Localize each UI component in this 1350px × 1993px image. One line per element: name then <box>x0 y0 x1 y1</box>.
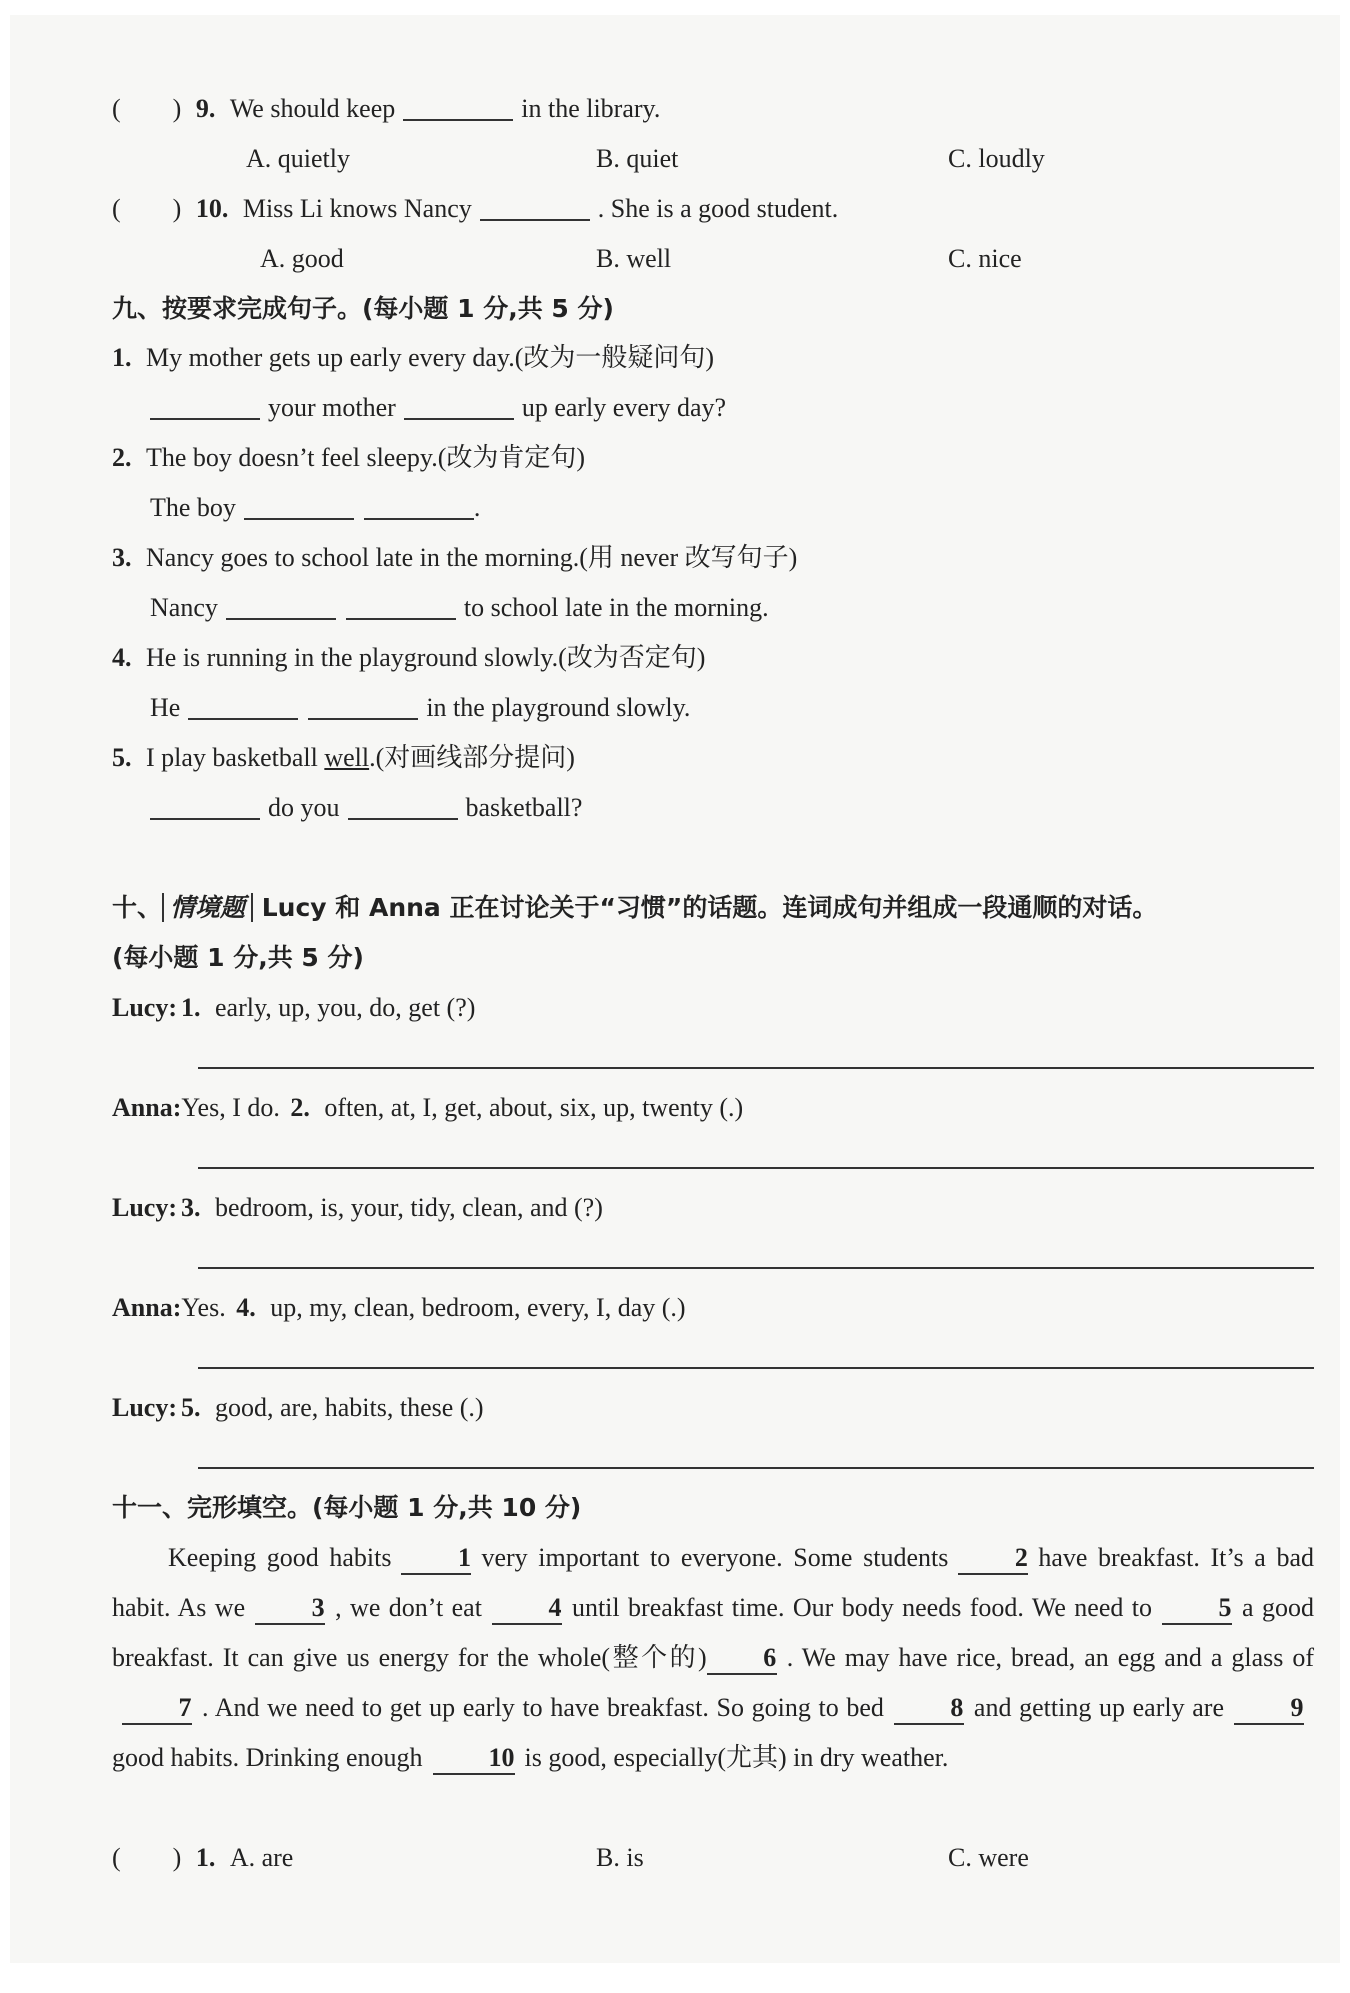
cloze-blank[interactable]: 10 <box>433 1743 515 1775</box>
option-c: C. nice <box>948 244 1022 273</box>
s9-q1: 1. My mother gets up early every day.(改为一般疑问句) <box>112 343 715 372</box>
s10-item-3: Lucy: 3. bedroom, is, your, tidy, clean, and (?) <box>112 1193 603 1222</box>
worksheet-page <box>10 15 1340 1963</box>
cloze-blank[interactable]: 8 <box>894 1693 964 1725</box>
option-b: B. is <box>596 1843 644 1872</box>
s10-item-4: Anna:Yes. 4. up, my, clean, bedroom, every, I, day (.) <box>112 1293 686 1322</box>
option-a: A. good <box>260 244 344 273</box>
answer-blank[interactable] <box>188 692 298 720</box>
s10-item-5: Lucy: 5. good, are, habits, these (.) <box>112 1393 484 1422</box>
s9-a1: your mother up early every day? <box>150 388 726 428</box>
answer-line[interactable] <box>198 1467 1314 1469</box>
question-10: ( ) 10. Miss Li knows Nancy . She is a good student. <box>112 194 839 223</box>
answer-blank[interactable] <box>348 792 458 820</box>
option-c: C. were <box>948 1843 1029 1872</box>
cloze-blank[interactable]: 6 <box>707 1643 777 1675</box>
cloze-passage: Keeping good habits 1 very important to everyone. Some students 2 have breakfast. It’s a bad habit. As we 3 , we don’t eat 4 until breakfast time. Our body needs food. We need to 5 a good breakfast. It can give us energy for the whole(整个的) 6 . We may have rice, bread, an egg and a glass of7 . And we need to get up early to have breakfast. So going to bed 8 and getting up early are 9good habits. Drinking enough 10 is good, especially(尤其) in dry weather. <box>112 1533 1314 1783</box>
answer-blank[interactable] <box>308 692 418 720</box>
s9-q4: 4. He is running in the playground slowly.(改为否定句) <box>112 643 706 672</box>
section-10-title-line2: (每小题 1 分,共 5 分) <box>112 943 364 972</box>
cloze-blank[interactable]: 4 <box>492 1593 562 1625</box>
option-a: A. quietly <box>246 144 350 173</box>
s9-a2: The boy . <box>150 493 481 522</box>
cloze-blank[interactable]: 2 <box>958 1543 1028 1575</box>
s9-q3: 3. Nancy goes to school late in the morning.(用 never 改写句子) <box>112 543 798 572</box>
answer-blank[interactable] <box>150 792 260 820</box>
answer-blank[interactable] <box>244 492 354 520</box>
option-b: B. quiet <box>596 144 679 173</box>
cloze-blank[interactable]: 7 <box>122 1693 192 1725</box>
s9-q2: 2. The boy doesn’t feel sleepy.(改为肯定句) <box>112 443 586 472</box>
answer-line[interactable] <box>198 1267 1314 1269</box>
s9-q5: 5. I play basketball well.(对画线部分提问) <box>112 743 575 772</box>
cloze-blank[interactable]: 5 <box>1162 1593 1232 1625</box>
option-c: C. loudly <box>948 144 1045 173</box>
answer-line[interactable] <box>198 1167 1314 1169</box>
question-9: ( ) 9. We should keep in the library. <box>112 94 661 123</box>
answer-line[interactable] <box>198 1367 1314 1369</box>
answer-blank[interactable] <box>364 492 474 520</box>
cloze-blank[interactable]: 1 <box>401 1543 471 1575</box>
section-9-title: 九、按要求完成句子。(每小题 1 分,共 5 分) <box>112 294 614 323</box>
answer-blank[interactable] <box>346 592 456 620</box>
section-10-title: 十、 情境题 Lucy 和 Anna 正在讨论关于“习惯”的话题。连词成句并组成一段通顺的对话。 <box>112 893 1158 922</box>
answer-blank[interactable] <box>403 93 513 121</box>
option-b: B. well <box>596 244 672 273</box>
answer-blank[interactable] <box>226 592 336 620</box>
answer-blank[interactable] <box>480 193 590 221</box>
cloze-blank[interactable]: 9 <box>1234 1693 1304 1725</box>
s10-item-2: Anna:Yes, I do. 2. often, at, I, get, about, six, up, twenty (.) <box>112 1093 744 1122</box>
answer-blank[interactable] <box>404 392 514 420</box>
cloze-question-1: ( ) 1. A. are <box>112 1843 294 1872</box>
s9-a3: Nancy to school late in the morning. <box>150 593 769 622</box>
s10-item-1: Lucy: 1. early, up, you, do, get (?) <box>112 993 476 1022</box>
scenario-tag: 情境题 <box>162 893 253 922</box>
s9-a4: He in the playground slowly. <box>150 693 691 722</box>
answer-line[interactable] <box>198 1067 1314 1069</box>
s9-a5: do you basketball? <box>150 788 582 828</box>
answer-blank[interactable] <box>150 392 260 420</box>
cloze-blank[interactable]: 3 <box>255 1593 325 1625</box>
section-11-title: 十一、完形填空。(每小题 1 分,共 10 分) <box>112 1493 582 1522</box>
